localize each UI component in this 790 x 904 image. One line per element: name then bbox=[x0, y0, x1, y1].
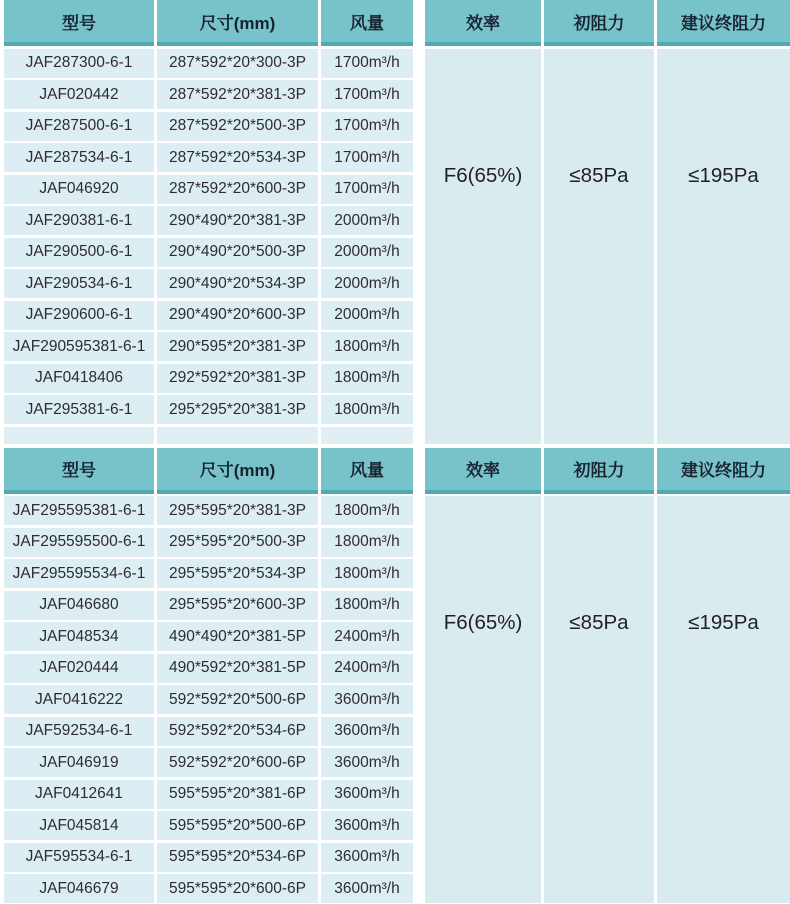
size-cell: 287*592*20*300-3P bbox=[157, 49, 318, 78]
airflow-cell: 1700m³/h bbox=[321, 80, 413, 109]
airflow-cell: 2400m³/h bbox=[321, 654, 413, 683]
airflow-cell: 1700m³/h bbox=[321, 175, 413, 204]
size-cell: 592*592*20*600-6P bbox=[157, 748, 318, 777]
size-cell: 290*490*20*381-3P bbox=[157, 206, 318, 235]
size-cell: 287*592*20*500-3P bbox=[157, 112, 318, 141]
model-cell: JAF290595381-6-1 bbox=[4, 332, 154, 361]
size-cell: 295*295*20*381-3P bbox=[157, 395, 318, 424]
airflow-cell: 2000m³/h bbox=[321, 206, 413, 235]
header-airflow: 风量 bbox=[321, 448, 413, 494]
table-header-row bbox=[4, 0, 790, 46]
header-final-resistance: 建议终阻力 bbox=[657, 0, 790, 46]
airflow-cell: 2000m³/h bbox=[321, 301, 413, 330]
model-cell: JAF0416222 bbox=[4, 685, 154, 714]
model-cell: JAF287300-6-1 bbox=[4, 49, 154, 78]
size-cell: 295*595*20*600-3P bbox=[157, 591, 318, 620]
model-cell: JAF020444 bbox=[4, 654, 154, 683]
header-initial-resistance: 初阻力 bbox=[544, 0, 654, 46]
header-initial-resistance: 初阻力 bbox=[544, 448, 654, 494]
airflow-cell: 1800m³/h bbox=[321, 496, 413, 525]
model-cell: JAF046679 bbox=[4, 874, 154, 903]
header-model: 型号 bbox=[4, 448, 154, 494]
airflow-cell: 3600m³/h bbox=[321, 717, 413, 746]
size-cell: 287*592*20*381-3P bbox=[157, 80, 318, 109]
size-cell: 290*490*20*600-3P bbox=[157, 301, 318, 330]
final-resistance-value: ≤195Pa bbox=[657, 496, 790, 903]
final-resistance-value: ≤195Pa bbox=[657, 49, 790, 444]
efficiency-value: F6(65%) bbox=[425, 496, 541, 903]
initial-resistance-value: ≤85Pa bbox=[544, 49, 654, 444]
airflow-cell: 3600m³/h bbox=[321, 748, 413, 777]
size-cell: 595*595*20*500-6P bbox=[157, 811, 318, 840]
airflow-cell: 1700m³/h bbox=[321, 112, 413, 141]
model-cell: JAF295381-6-1 bbox=[4, 395, 154, 424]
header-airflow: 风量 bbox=[321, 0, 413, 46]
header-size: 尺寸(mm) bbox=[157, 0, 318, 46]
model-cell: JAF295595534-6-1 bbox=[4, 559, 154, 588]
size-cell: 595*595*20*381-6P bbox=[157, 780, 318, 809]
size-cell: 295*595*20*534-3P bbox=[157, 559, 318, 588]
size-cell: 592*592*20*534-6P bbox=[157, 717, 318, 746]
efficiency-value: F6(65%) bbox=[425, 49, 541, 444]
spec-section-1 bbox=[0, 0, 790, 444]
model-cell: JAF0418406 bbox=[4, 364, 154, 393]
header-model: 型号 bbox=[4, 0, 154, 46]
model-cell: JAF290600-6-1 bbox=[4, 301, 154, 330]
model-cell: JAF290500-6-1 bbox=[4, 238, 154, 267]
airflow-cell: 3600m³/h bbox=[321, 843, 413, 872]
initial-resistance-value: ≤85Pa bbox=[544, 496, 654, 903]
size-cell: 287*592*20*600-3P bbox=[157, 175, 318, 204]
spec-section-2 bbox=[0, 448, 790, 904]
size-cell: 595*595*20*600-6P bbox=[157, 874, 318, 903]
model-cell: JAF290534-6-1 bbox=[4, 269, 154, 298]
airflow-cell: 3600m³/h bbox=[321, 811, 413, 840]
size-cell: 292*592*20*381-3P bbox=[157, 364, 318, 393]
table-header-row bbox=[4, 448, 790, 494]
model-cell: JAF287534-6-1 bbox=[4, 143, 154, 172]
model-cell: JAF045814 bbox=[4, 811, 154, 840]
airflow-cell: 1800m³/h bbox=[321, 559, 413, 588]
airflow-cell: 2000m³/h bbox=[321, 269, 413, 298]
airflow-cell: 3600m³/h bbox=[321, 685, 413, 714]
size-cell: 592*592*20*500-6P bbox=[157, 685, 318, 714]
size-cell: 290*490*20*534-3P bbox=[157, 269, 318, 298]
airflow-cell: 2000m³/h bbox=[321, 238, 413, 267]
spacer-cell bbox=[157, 427, 318, 444]
model-cell: JAF295595500-6-1 bbox=[4, 528, 154, 557]
airflow-cell: 1800m³/h bbox=[321, 364, 413, 393]
spacer-cell bbox=[4, 427, 154, 444]
size-cell: 290*595*20*381-3P bbox=[157, 332, 318, 361]
airflow-cell: 1800m³/h bbox=[321, 332, 413, 361]
header-size: 尺寸(mm) bbox=[157, 448, 318, 494]
model-cell: JAF595534-6-1 bbox=[4, 843, 154, 872]
model-cell: JAF290381-6-1 bbox=[4, 206, 154, 235]
merged-values-section-1 bbox=[425, 49, 790, 444]
merged-values-section-2 bbox=[425, 496, 790, 903]
model-cell: JAF0412641 bbox=[4, 780, 154, 809]
airflow-cell: 3600m³/h bbox=[321, 780, 413, 809]
model-cell: JAF046680 bbox=[4, 591, 154, 620]
airflow-cell: 1700m³/h bbox=[321, 143, 413, 172]
size-cell: 295*595*20*381-3P bbox=[157, 496, 318, 525]
model-cell: JAF020442 bbox=[4, 80, 154, 109]
airflow-cell: 2400m³/h bbox=[321, 622, 413, 651]
size-cell: 595*595*20*534-6P bbox=[157, 843, 318, 872]
airflow-cell: 1800m³/h bbox=[321, 591, 413, 620]
size-cell: 295*595*20*500-3P bbox=[157, 528, 318, 557]
header-final-resistance: 建议终阻力 bbox=[657, 448, 790, 494]
size-cell: 490*490*20*381-5P bbox=[157, 622, 318, 651]
airflow-cell: 1700m³/h bbox=[321, 49, 413, 78]
model-cell: JAF295595381-6-1 bbox=[4, 496, 154, 525]
airflow-cell: 1800m³/h bbox=[321, 528, 413, 557]
model-cell: JAF046919 bbox=[4, 748, 154, 777]
spacer-cell bbox=[321, 427, 413, 444]
model-cell: JAF046920 bbox=[4, 175, 154, 204]
model-cell: JAF592534-6-1 bbox=[4, 717, 154, 746]
header-efficiency: 效率 bbox=[425, 0, 541, 46]
airflow-cell: 3600m³/h bbox=[321, 874, 413, 903]
header-efficiency: 效率 bbox=[425, 448, 541, 494]
size-cell: 290*490*20*500-3P bbox=[157, 238, 318, 267]
size-cell: 287*592*20*534-3P bbox=[157, 143, 318, 172]
airflow-cell: 1800m³/h bbox=[321, 395, 413, 424]
model-cell: JAF048534 bbox=[4, 622, 154, 651]
size-cell: 490*592*20*381-5P bbox=[157, 654, 318, 683]
model-cell: JAF287500-6-1 bbox=[4, 112, 154, 141]
